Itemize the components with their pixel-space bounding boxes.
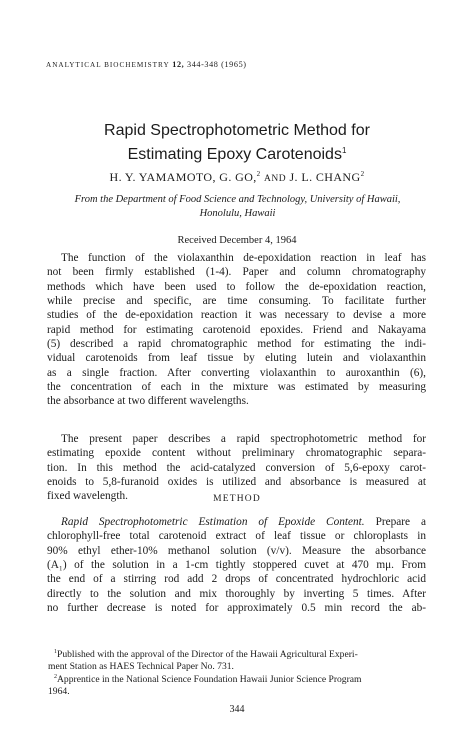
method-line: chlorophyll-free total carotenoid extract of leaf tissue or chloroplasts in [47, 530, 426, 543]
footnote-1-line-1 [48, 646, 429, 661]
method-line: directly to the solution and mix thoroughly by inverting 5 times. After [47, 587, 426, 600]
authors-part-2: J. L. CHANG [289, 170, 361, 184]
author-list [0, 170, 474, 185]
method-subhead: Rapid Spectrophotometric Estimation of Epoxide Content. [61, 516, 365, 528]
intro-line: The function of the violaxanthin de-epoxidation reaction in leaf has [61, 252, 426, 264]
affiliation-line-1: From the Department of Food Science and Technology, University of Hawaii, [74, 194, 401, 205]
intro-paragraph [47, 251, 426, 409]
intro-line: vidual carotenoids from leaf tissue by eluting lutein and violaxanthin [47, 352, 426, 365]
method-line-rest: Prepare a [364, 516, 426, 528]
footnote-2-line-2: 1964. [48, 686, 70, 697]
present-line: estimating epoxide content without preliminary chromatographic separa- [47, 447, 426, 460]
footnote-2-line-1 [48, 671, 429, 686]
intro-line: the concentration of each in the mixture was estimated by measuring [47, 381, 426, 394]
authors-part-1: H. Y. YAMAMOTO, G. GO, [109, 170, 257, 184]
present-line: enoids to 5,8-furanoid oxides is utilized and absorbance is measured at [47, 476, 426, 489]
section-heading-method: METHOD [213, 494, 261, 504]
method-line: no further decrease is noted for approximately 0.5 min record the ab- [47, 602, 426, 615]
intro-line: while precise and specific, are time consuming. To facilitate further [47, 295, 426, 308]
journal-header [46, 60, 247, 69]
present-line: fixed wavelength. [47, 490, 128, 503]
method-paragraph [47, 515, 426, 615]
article-title-line-1: Rapid Spectrophotometric Method for [104, 122, 370, 139]
affiliation-line-2: Honolulu, Hawaii [199, 208, 276, 219]
author-mark-2: 2 [360, 170, 365, 178]
present-line: tion. In this method the acid-catalyzed conversion of 5,6-epoxy carot- [47, 461, 426, 474]
footnote-1-text: Published with the approval of the Director of the Hawaii Agricultural Experi- [57, 649, 358, 660]
footnote-1-line-2: ment Station as HAES Technical Paper No. 731. [48, 661, 234, 672]
intro-line: methods which have been used to follow the de-epoxidation reaction, [47, 280, 426, 293]
method-line: (A₁) of the solution in a 1-cm tightly stoppered cuvet at 470 mμ. From [47, 559, 426, 572]
method-line: the end of a stirring rod add 2 drops of concentrated hydrochloric acid [47, 573, 426, 586]
footnote-2 [48, 671, 429, 698]
article-title-line-2 [0, 141, 474, 165]
intro-line: the absorbance at two different wavelengths. [47, 395, 249, 408]
footnote-2-mark: 2 [54, 674, 57, 680]
footnote-2-text: Apprentice in the National Science Foundation Hawaii Junior Science Program [57, 674, 362, 685]
journal-pages: 344-348 [187, 60, 219, 69]
intro-line: not been firmly established (1-4). Paper and column chromatography [47, 266, 426, 279]
method-line: 90% ethyl ether-10% methanol solution (v/v). Measure the absorbance [47, 544, 426, 557]
footnote-1-mark: 1 [54, 649, 57, 655]
article-title-text: Estimating Epoxy Carotenoids [127, 146, 342, 163]
received-date: Received December 4, 1964 [177, 235, 297, 246]
present-line: The present paper describes a rapid spectrophotometric method for [61, 433, 426, 445]
journal-year: (1965) [221, 60, 247, 69]
title-footnote-mark: 1 [341, 146, 347, 155]
method-first-line [47, 515, 426, 529]
journal-volume: 12, [172, 60, 185, 69]
footnote-1 [48, 646, 429, 673]
intro-line: studies of the de-epoxidation reaction it was necessary to devise a more [47, 309, 426, 322]
journal-name: ANALYTICAL BIOCHEMISTRY [46, 61, 170, 69]
intro-line: (5) described a rapid chromatographic method for estimating the indi- [47, 338, 426, 351]
authors-and: AND [263, 174, 287, 184]
present-paper-paragraph [47, 432, 426, 504]
affiliation [50, 193, 425, 221]
intro-line: rapid method for estimating carotenoid epoxides. Friend and Nakayama [47, 323, 426, 336]
intro-line: as a single fraction. After converting violaxanthin to auroxanthin (6), [47, 366, 426, 379]
author-mark-1: 2 [256, 170, 261, 178]
page-number: 344 [229, 704, 245, 715]
